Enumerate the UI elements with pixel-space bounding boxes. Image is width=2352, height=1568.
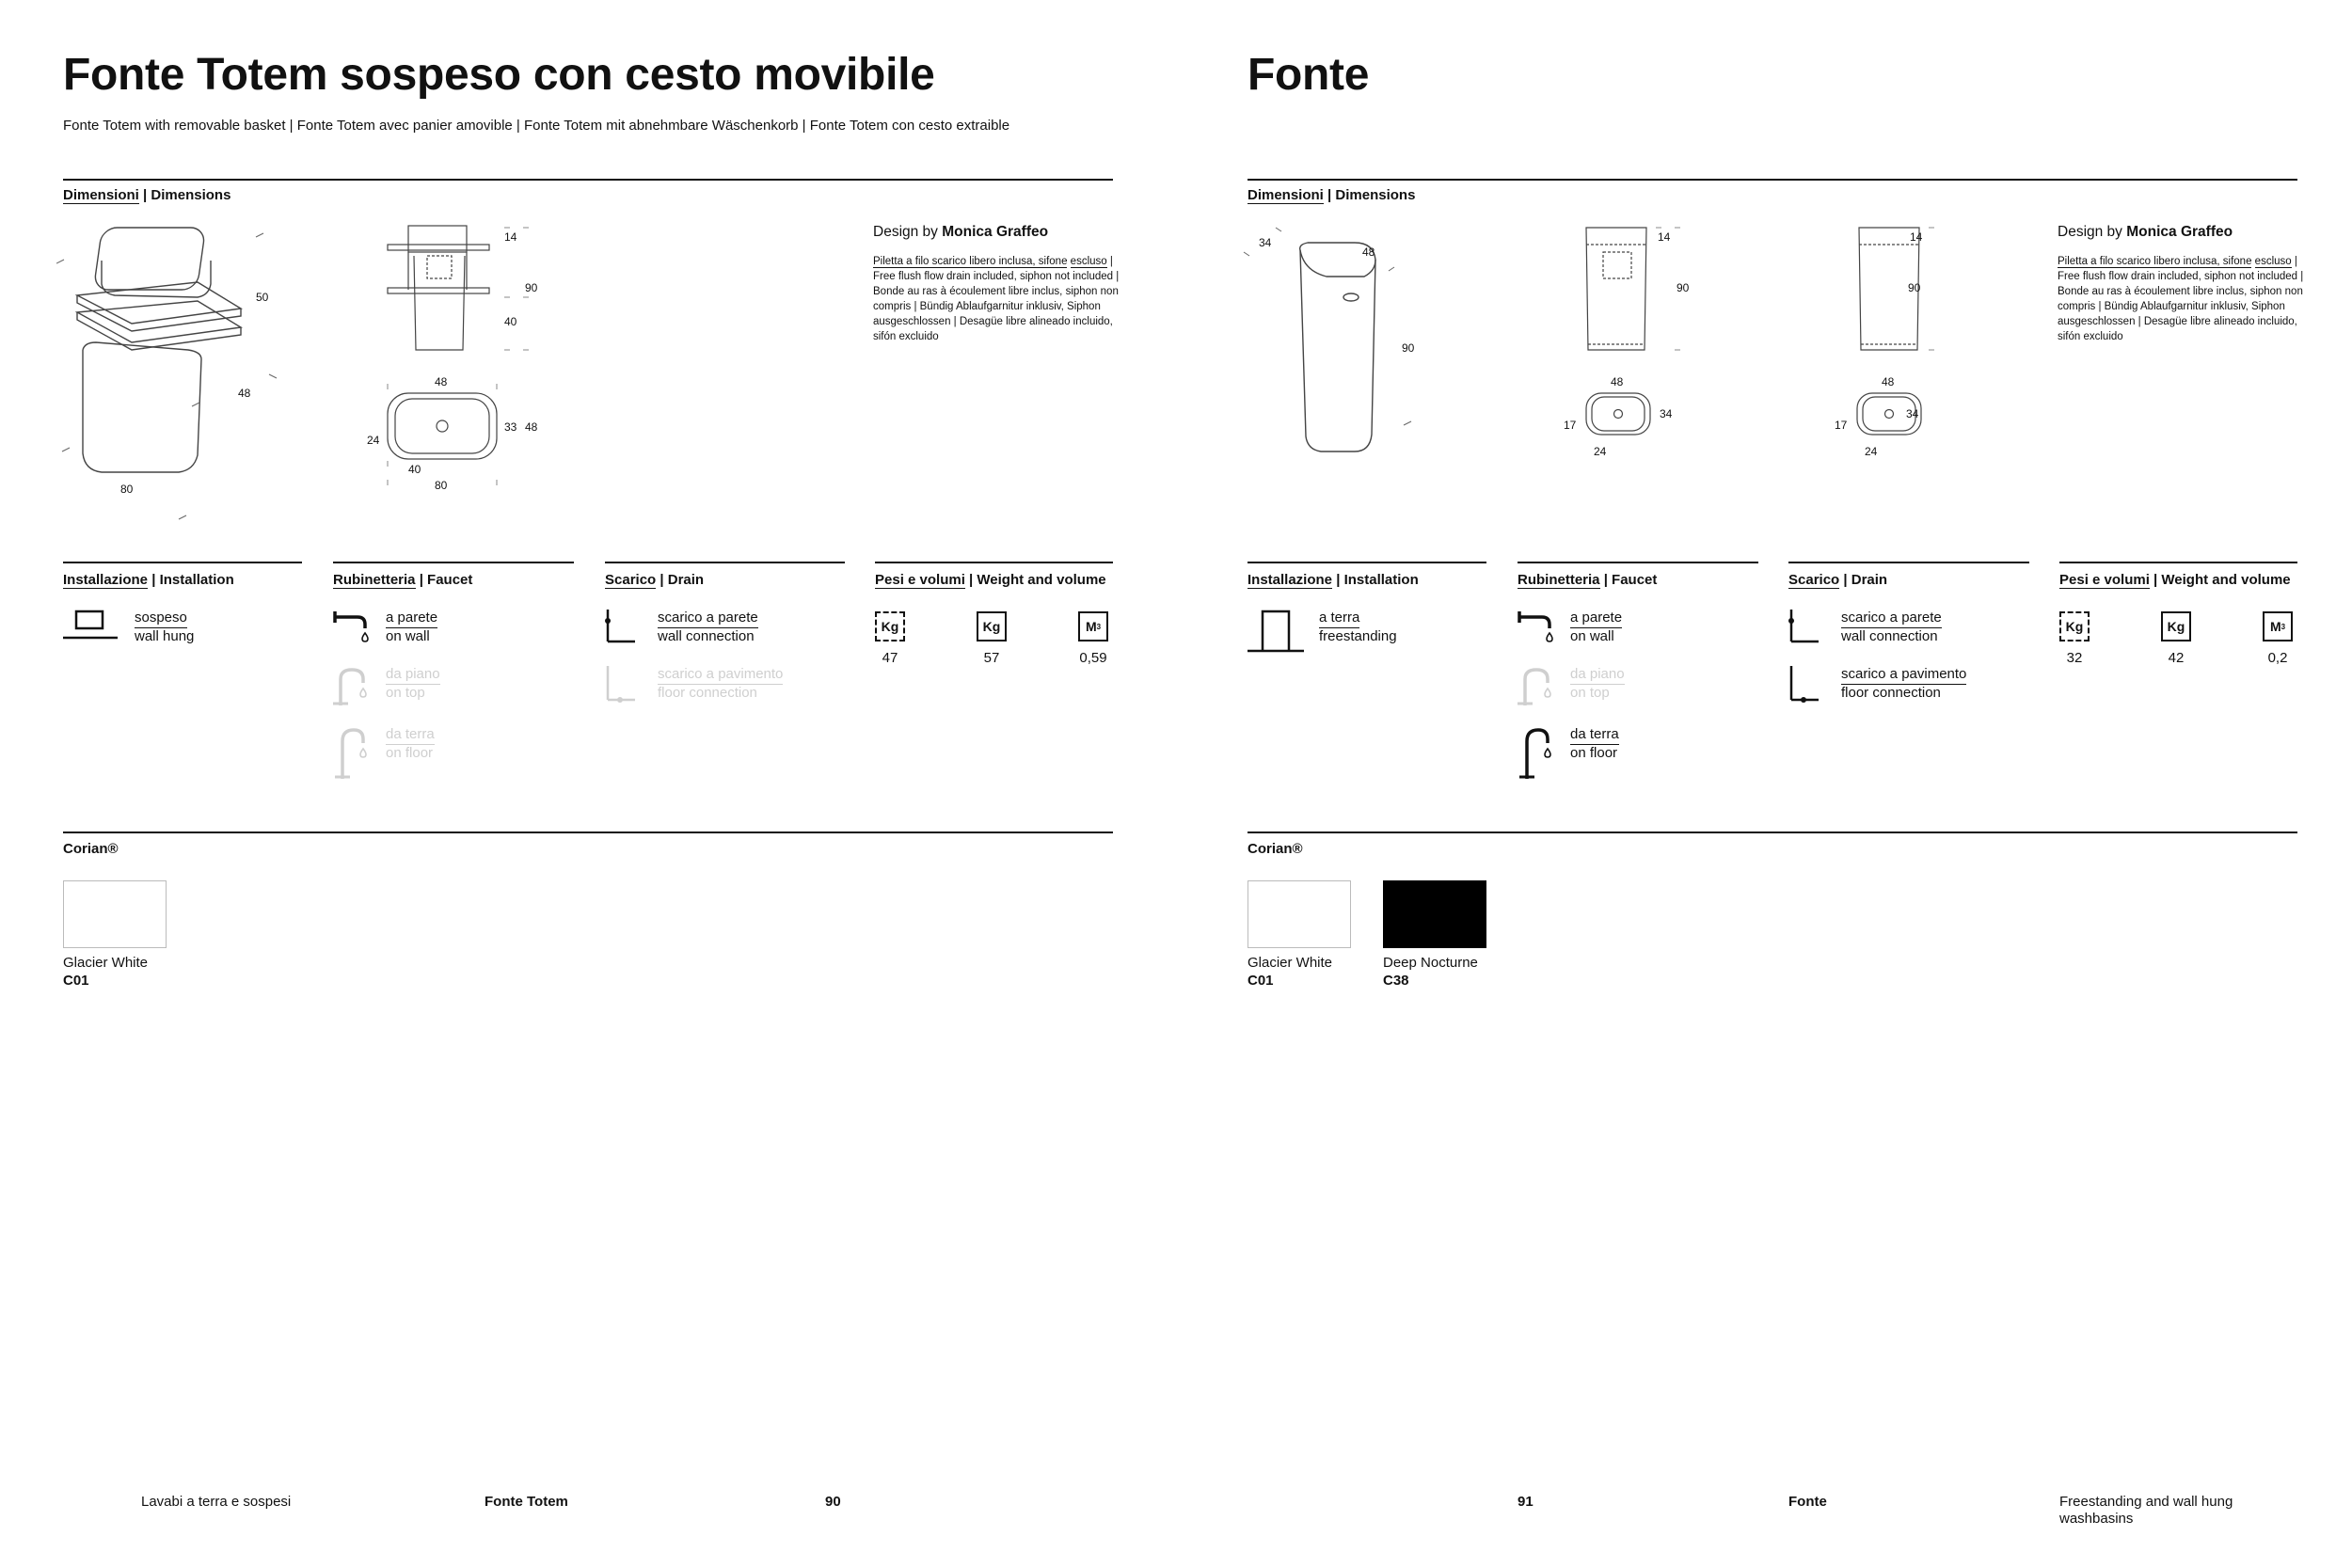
faucet-heading: Rubinetteria | Faucet xyxy=(333,572,473,588)
color-swatch-deep-nocturne[interactable] xyxy=(1383,880,1486,948)
installation-heading: Installazione | Installation xyxy=(63,572,234,588)
dimensions-heading: Dimensioni | Dimensions xyxy=(63,187,231,203)
page-title: Fonte xyxy=(1248,50,1370,100)
dim-label: 50 xyxy=(256,291,269,304)
page-title: Fonte Totem sospeso con cesto movibile xyxy=(63,50,935,100)
section-rule xyxy=(875,562,1113,563)
section-rule xyxy=(605,562,845,563)
page-number: 91 xyxy=(1518,1494,1534,1510)
floor-drain-icon xyxy=(605,666,635,704)
weights-list xyxy=(2059,611,2293,666)
dim-label: 17 xyxy=(1835,419,1848,432)
dim-label: 24 xyxy=(367,434,380,447)
section-rule xyxy=(1248,179,2297,181)
dim-label: 24 xyxy=(1865,445,1878,458)
net-weight: Kg 47 xyxy=(875,611,905,666)
installation-heading: Installazione | Installation xyxy=(1248,572,1419,588)
designer-credit: Design by Monica Graffeo xyxy=(873,224,1049,240)
dim-label: 48 xyxy=(1362,245,1375,259)
dim-label: 40 xyxy=(504,315,517,328)
swatch-label: Deep Nocturne C38 xyxy=(1383,955,1478,989)
dim-label: 90 xyxy=(1402,341,1415,355)
dim-label: 34 xyxy=(1259,236,1272,249)
faucet-option-on-floor: da terra on floor xyxy=(1518,726,1619,779)
footer-product: Fonte xyxy=(1788,1494,1827,1510)
kg-gross-icon: Kg xyxy=(977,611,1007,641)
section-rule xyxy=(333,562,574,563)
page-number: 90 xyxy=(825,1494,841,1510)
swatch-label: Glacier White C01 xyxy=(1248,955,1333,989)
dim-label: 90 xyxy=(1677,281,1690,294)
dim-label: 14 xyxy=(1658,230,1671,244)
cubic-meter-icon: M 3 xyxy=(2263,611,2293,641)
wall-hung-icon xyxy=(63,610,118,641)
dim-label: 17 xyxy=(1564,419,1577,432)
dimensions-drawing xyxy=(1242,218,1938,500)
corian-heading: Corian® xyxy=(1248,841,1303,857)
wall-faucet-icon xyxy=(333,610,369,643)
dim-label: 90 xyxy=(525,281,538,294)
installation-option-wall-hung: sospeso wall hung xyxy=(63,610,194,645)
dim-label: 33 xyxy=(504,420,517,434)
faucet-option-on-floor: da terra on floor xyxy=(333,726,435,779)
drain-note: Piletta a filo scarico libero inclusa, sifone escluso | Free flush flow drain included, siphon not included | Bonde au ras à écoulement libre inclus, siphon non compris | Bündig Ablaufgarnitur inklusiv, Siphon ausgeschlossen | Desagüe libre alineado incluido, sifón excluido xyxy=(2058,256,2304,342)
dimensions-heading: Dimensioni | Dimensions xyxy=(1248,187,1416,203)
weight-heading: Pesi e volumi | Weight and volume xyxy=(2059,572,2291,588)
cubic-meter-icon: M 3 xyxy=(1078,611,1108,641)
section-rule xyxy=(63,562,302,563)
design-info xyxy=(873,224,1120,344)
drain-note: Piletta a filo scarico libero inclusa, sifone escluso | Free flush flow drain included, siphon not included | Bonde au ras à écoulement libre inclus, siphon non compris | Bündig Ablaufgarnitur inklusiv, Siphon ausgeschlossen | Desagüe libre alineado incluido, sifón excluido xyxy=(873,256,1120,342)
faucet-option-on-wall: a parete on wall xyxy=(1518,610,1622,645)
gross-weight: Kg 42 xyxy=(2161,611,2191,666)
swatch-label: Glacier White C01 xyxy=(63,955,149,989)
drain-option-floor: scarico a pavimento floor connection xyxy=(605,666,783,704)
section-rule xyxy=(2059,562,2297,563)
designer-credit: Design by Monica Graffeo xyxy=(2058,224,2233,240)
drain-heading: Scarico | Drain xyxy=(1788,572,1888,588)
freestanding-icon xyxy=(1248,610,1304,653)
section-rule xyxy=(1248,832,2297,833)
dim-label: 48 xyxy=(435,375,448,388)
drain-option-wall: scarico a parete wall connection xyxy=(1788,610,1942,645)
wall-drain-icon xyxy=(605,610,635,643)
footer-category: Freestanding and wall hung washbasins xyxy=(2059,1494,2233,1527)
volume: M 3 0,59 xyxy=(1078,611,1108,666)
color-swatch-glacier-white[interactable] xyxy=(63,880,167,948)
faucet-heading: Rubinetteria | Faucet xyxy=(1518,572,1658,588)
dim-label: 14 xyxy=(504,230,517,244)
footer-product: Fonte Totem xyxy=(485,1494,568,1510)
floor-faucet-icon xyxy=(333,726,369,779)
deck-faucet-icon xyxy=(1518,666,1553,705)
drain-option-floor: scarico a pavimento floor connection xyxy=(1788,666,1966,704)
section-rule xyxy=(63,832,1113,833)
dim-label: 48 xyxy=(1611,375,1624,388)
right-page xyxy=(1176,0,2352,1568)
net-weight: Kg 32 xyxy=(2059,611,2090,666)
kg-gross-icon: Kg xyxy=(2161,611,2191,641)
section-rule xyxy=(1248,562,1486,563)
weight-heading: Pesi e volumi | Weight and volume xyxy=(875,572,1106,588)
faucet-option-on-top: da piano on top xyxy=(333,666,440,705)
corian-heading: Corian® xyxy=(63,841,119,857)
color-swatch-glacier-white[interactable] xyxy=(1248,880,1351,948)
faucet-option-on-top: da piano on top xyxy=(1518,666,1625,705)
installation-option-freestanding: a terra freestanding xyxy=(1248,610,1397,653)
floor-faucet-icon xyxy=(1518,726,1553,779)
wall-faucet-icon xyxy=(1518,610,1553,643)
drain-heading: Scarico | Drain xyxy=(605,572,705,588)
dim-label: 48 xyxy=(525,420,538,434)
drain-option-wall: scarico a parete wall connection xyxy=(605,610,758,645)
dimensions-drawing xyxy=(56,218,583,529)
dim-label: 14 xyxy=(1910,230,1923,244)
dim-label: 90 xyxy=(1908,281,1921,294)
dim-label: 48 xyxy=(238,387,251,400)
volume: M 3 0,2 xyxy=(2263,611,2293,666)
section-rule xyxy=(1518,562,1758,563)
faucet-option-on-wall: a parete on wall xyxy=(333,610,437,645)
dim-label: 80 xyxy=(435,479,448,492)
kg-net-icon: Kg xyxy=(875,611,905,641)
section-rule xyxy=(63,179,1113,181)
dim-label: 24 xyxy=(1594,445,1607,458)
footer-category: Lavabi a terra e sospesi xyxy=(141,1494,292,1510)
dim-label: 48 xyxy=(1882,375,1895,388)
gross-weight: Kg 57 xyxy=(977,611,1007,666)
wall-drain-icon xyxy=(1788,610,1819,643)
design-info xyxy=(2058,224,2304,344)
floor-drain-icon xyxy=(1788,666,1819,704)
dim-label: 34 xyxy=(1906,407,1919,420)
dim-label: 80 xyxy=(120,483,134,496)
weights-list xyxy=(875,611,1108,666)
section-rule xyxy=(1788,562,2029,563)
deck-faucet-icon xyxy=(333,666,369,705)
kg-net-icon: Kg xyxy=(2059,611,2090,641)
dim-label: 34 xyxy=(1660,407,1673,420)
dim-label: 40 xyxy=(408,463,421,476)
page-subtitle: Fonte Totem with removable basket | Fonte Totem avec panier amovible | Fonte Totem mit abnehmbare Wäschenkorb | Fonte Totem con cesto extraible xyxy=(63,118,1010,134)
